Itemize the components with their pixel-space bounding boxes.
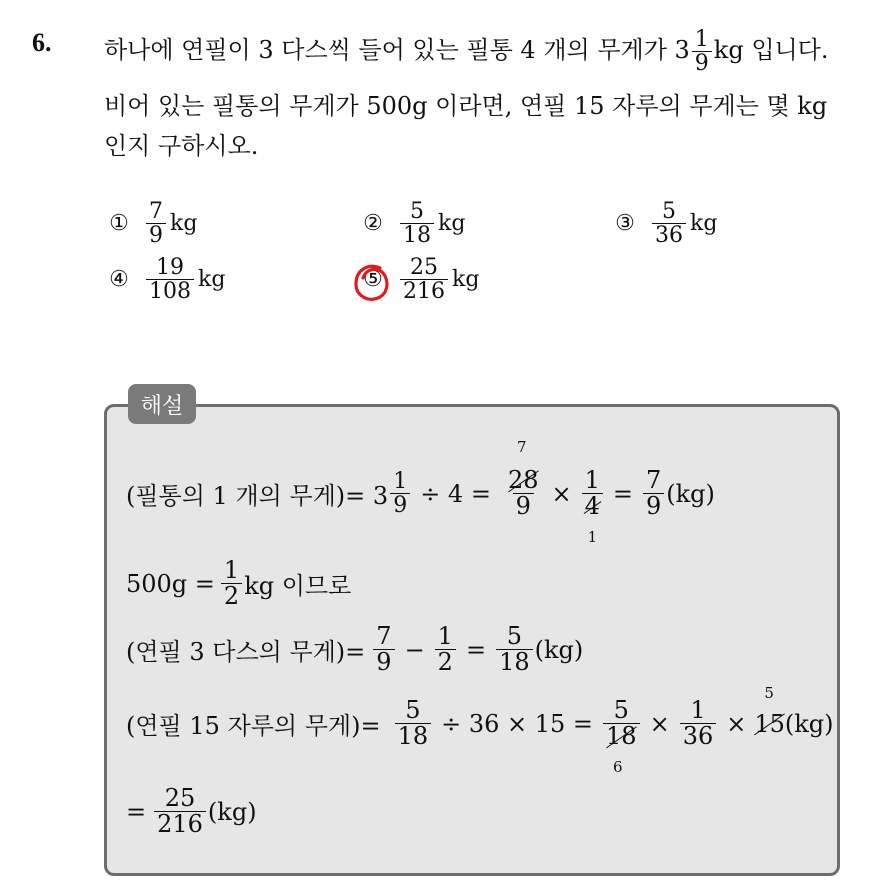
solution-step-3: (연필 3 다스의 무게)= $\frac{7}{9}$ − $\frac{1}{2}$ = $\frac{5}{18}$ (kg) — [126, 622, 584, 677]
choice-3[interactable]: ③ $\frac{5}{36}$ kg — [615, 199, 718, 249]
choice-mark: ④ — [109, 267, 129, 293]
choice-fraction: $\frac{19}{108}$ — [146, 256, 194, 303]
question-number: 6. — [32, 28, 52, 57]
solution-tab: 해설 — [128, 384, 196, 424]
choice-fraction: $\frac{5}{36}$ — [652, 200, 686, 247]
choice-mark: ⑤ — [363, 267, 383, 293]
choice-fraction: $\frac{25}{216}$ — [400, 256, 448, 303]
answer-circle-icon — [350, 260, 396, 306]
choice-fraction: $\frac{7}{9}$ — [146, 200, 166, 247]
choice-1[interactable]: ① $\frac{7}{9}$ kg — [109, 199, 198, 249]
solution-step-4: (연필 15 자루의 무게)= $\frac{5}{18}$ ÷ 36 × 15 = 5 18 6 × $\frac{1}{36}$ × 5 15 (kg) — [126, 683, 834, 776]
question-line-2: 비어 있는 필통의 무게가 500g 이라면, 연필 15 자루의 무게는 몇 kg — [104, 92, 828, 120]
question-line-3: 인지 구하시오. — [104, 132, 259, 160]
question-line-1 — [104, 28, 829, 75]
choice-mark: ② — [363, 211, 383, 237]
choice-4[interactable]: ④ $\frac{19}{108}$ kg — [109, 255, 226, 305]
solution-step-5: = $\frac{25}{216}$ (kg) — [126, 784, 257, 839]
solution-step-1: (필통의 1 개의 무게)= 3 $\frac{1}{9}$ ÷ 4 = 7 28 9 × 1 4 1 = $\frac{7}{9}$ (kg) — [126, 438, 715, 546]
choice-fraction: $\frac{5}{18}$ — [400, 200, 434, 247]
choice-2[interactable]: ② $\frac{5}{18}$ kg — [363, 199, 466, 249]
mixed-fraction: $\frac{1}{9}$ — [692, 28, 712, 75]
question-text: 하나에 연필이 3 다스씩 들어 있는 필통 4 개의 무게가 3 — [104, 36, 690, 65]
solution-step-2: 500g = $\frac{1}{2}$ kg 이므로 — [126, 556, 352, 611]
choice-mark: ① — [109, 211, 129, 237]
question-text: kg 입니다. — [713, 36, 829, 65]
choice-5[interactable]: ⑤ $\frac{25}{216}$ kg — [363, 255, 480, 305]
choice-mark: ③ — [615, 211, 635, 237]
